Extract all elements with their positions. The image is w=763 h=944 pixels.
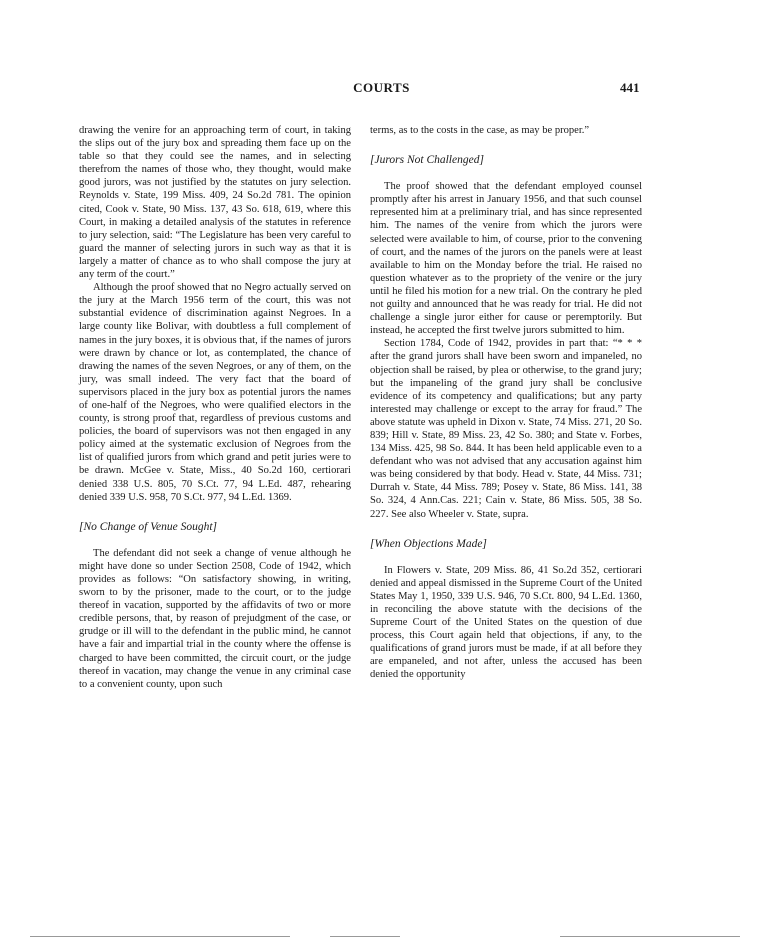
right-paragraph-4: In Flowers v. State, 209 Miss. 86, 41 So.2d 352, certiorari denied and appeal dismissed in the Supreme Court of the United States May 1, 1950, 339 U.S. 946, 70 S.Ct. 800, 94 L.Ed. 1360, in reconciling the above statute with the decisions of the Supreme Court of the United States on the question of due process, this Court again held that objections, if any, to the qualifications of grand jurors must be made, if at all before they are empaneled, and not after, unless the accused has been denied the opportunity <box>370 564 642 681</box>
left-paragraph-2: Although the proof showed that no Negro actually served on the jury at the March 1956 term of the court, this was not substantial evidence of discrimination against Negroes. In a large county like Bolivar, with doubtless a full complement of names in the jury boxes, it is obvious that, if the names of jurors were drawn by chance or lot, as contemplated, the chance of drawing the names of the seven Negroes, or any of them, on the jury, was small indeed. The very fact that the board of supervisors placed in the jury box as potential jurors the names of one-half of the Negroes, who were qualified electors in the county, is strong proof that, regardless of previous customs and policies, the board of supervisors was not then engaged in any policy aimed at the systematic exclusion of Negroes from the list of qualified jurors from which grand and petit juries were to be drawn. McGee v. State, Miss., 40 So.2d 160, certiorari denied 338 U.S. 805, 70 S.Ct. 77, 94 L.Ed. 487, rehearing denied 339 U.S. 958, 70 S.Ct. 977, 94 L.Ed. 1369. <box>79 282 351 503</box>
section-heading-change-of-venue: [No Change of Venue Sought] <box>79 520 217 533</box>
footer-rule-right <box>560 936 740 937</box>
running-header: COURTS <box>353 80 410 95</box>
page-number: 441 <box>620 80 640 95</box>
footer-rule-middle <box>330 936 400 937</box>
section-heading-when-objections-made: [When Objections Made] <box>370 537 487 550</box>
right-paragraph-1: terms, as to the costs in the case, as may be proper.” <box>370 125 590 136</box>
right-column <box>370 124 642 682</box>
left-paragraph-3: The defendant did not seek a change of venue although he might have done so under Section 2508, Code of 1942, which provides as follows: “On satisfactory showing, in writing, sworn to by the prisoner, made to the court, or to the judge thereof in vacation, supported by the affidavits of two or more credible persons, that, by reason of prejudgment of the case, or grudge or ill will to the defendant in the public mind, he cannot have a fair and impartial trial in the county where the offense is charged to have been committed, the circuit court, or the judge thereof in vacation, may change the venue in any criminal case to a convenient county, upon such <box>79 547 351 690</box>
left-column <box>79 124 351 691</box>
right-paragraph-2: The proof showed that the defendant employed counsel promptly after his arrest in January 1956, and that such counsel represented him at a preliminary trial, and has since represented him. The names of the venire from which the jurors were selected were available to him, of course, prior to the convening of court, and the names of the jurors on the panels were at least available to him on the Monday before the trial. He raised no question whatever as to the propriety of the venire or the jury until he filed his motion for a new trial. On the contrary he pled not guilty and announced that he was ready for trial. He did not challenge a single juror either for cause or peremptorily. But instead, he accepted the first twelve jurors submitted to him. <box>370 181 642 337</box>
footer-rule-left <box>30 936 290 937</box>
right-paragraph-3: Section 1784, Code of 1942, provides in part that: “* * * after the grand jurors shall have been sworn and impaneled, no objection shall be raised, by plea or otherwise, to the grand jury; but the impaneling of the grand jury shall be conclusive evidence of its competency and qualifications; but any party interested may challenge or except to the array for fraud.” The above statute was upheld in Dixon v. State, 74 Miss. 271, 20 So. 839; Hill v. State, 89 Miss. 23, 42 So. 380; and State v. Forbes, 134 Miss. 425, 98 So. 844. It has been held applicable even to a defendant who was not advised that any accusation against him was being considered by that body. Head v. State, 44 Miss. 731; Durrah v. State, 44 Miss. 789; Posey v. State, 86 Miss. 141, 38 So. 324, 4 Ann.Cas. 221; Cain v. State, 86 Miss. 505, 38 So. 227. See also Wheeler v. State, supra. <box>370 338 642 520</box>
left-paragraph-1: drawing the venire for an approaching term of court, in taking the slips out of the jury box and spreading them face up on the table so that they could see the names, and in selecting therefrom the names of those who, they thought, would make good jurors, was not justified by the statutes on jury selection. Reynolds v. State, 199 Miss. 409, 24 So.2d 781. The opinion cited, Cook v. State, 90 Miss. 137, 43 So. 618, 619, where this Court, in making a detailed analysis of the statutes in reference to jury selection, said: “The Legislature has been very careful to guard the manner of selecting jurors in such way as that it is largely a matter of chance as to who shall compose the jury at any term of the court.” <box>79 125 351 281</box>
section-heading-jurors-not-challenged: [Jurors Not Challenged] <box>370 154 484 167</box>
